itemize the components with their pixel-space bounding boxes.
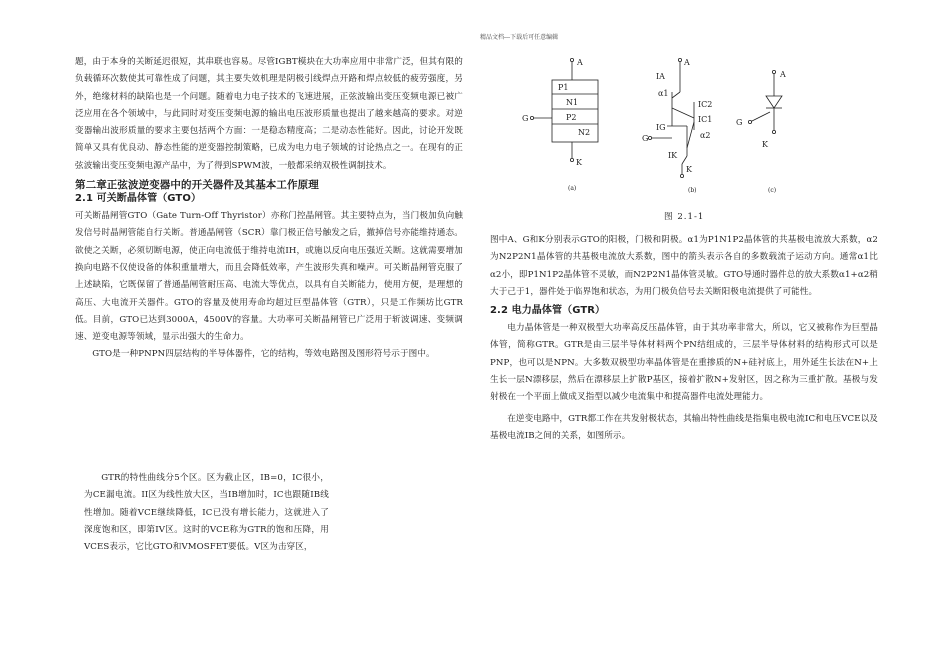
fig-a-layer-p1: P1 — [558, 83, 569, 92]
right-column — [490, 232, 878, 445]
fig-b-ic2-label: IC2 — [698, 100, 713, 109]
fig-a-layer-n1: N1 — [566, 98, 579, 107]
fig-b-ik-label: IK — [668, 151, 678, 160]
figure-description-paragraph: 图中A、G和K分别表示GTO的阳极，门极和阴极。α1为P1N1P2晶体管的共基极电流放大系数，α2为N2P2N1晶体管的共基极电流放大系数，图中的箭头表示各自的多数载流子运动方向。通常α1比α2小，即P1N1P2晶体管不灵敏，而N2P2N1晶体管灵敏。GTO导通时器件总的放大系数α1+α2稍大于己于1，器件处于临界饱和状态，为用门极负信号去关断阳极电流提供了可能性。 — [490, 235, 878, 297]
fig-a-gate-label: G — [522, 114, 529, 123]
fig-b-a2-label: α2 — [700, 131, 711, 140]
fig-c-gate-label: G — [736, 118, 743, 127]
section-title-gto: 2.1 可关断晶体管（GTO） — [75, 193, 202, 205]
fig-b-gate-label: G — [642, 134, 649, 143]
fig-a-anode-label: A — [577, 58, 583, 67]
fig-a-layer-n2: N2 — [578, 128, 591, 137]
page-header-note: 精品文档---下载后可任意编辑 — [480, 34, 559, 41]
gtr-paragraph: 电力晶体管是一种双极型大功率高反压晶体管，由于其功率非常大，所以，它又被称作为巨型晶体管，简称GTR。GTR是由三层半导体材料两个PN结组成的，三层半导体材料的结构形式可以是PNP，也可以是NPN。大多数双极型功率晶体管是在重掺质的N+硅衬底上，用外延生长法在N+上生长一层N漂移层，然后在漂移层上扩散P基区，接着扩散N+发射区，因之称为三重扩散。基极与发射极在一个平面上做成叉指型以减少电流集中和提高器件电流处理能力。 — [490, 323, 878, 403]
fig-sub-c: (c) — [768, 187, 777, 194]
section-title-gtr: 2.2 电力晶体管（GTR） — [490, 305, 606, 317]
gtr-curve-paragraph: GTR的特性曲线分5个区。区为截止区，IB=0，IC很小，为CE漏电流。II区为线性放大区，当IB增加时，IC也跟随IB线性增加。随着VCE继续降低，IC已没有增长能力，这就进入了深度饱和区，即第IV区。这时的VCE称为GTR的饱和压降，用VCES表示，它比GTO和VMOSFET要低。V区为击穿区， — [84, 473, 329, 553]
fig-sub-b: (b) — [688, 187, 697, 194]
fig-b-ic1-label: IC1 — [698, 115, 713, 124]
fig-b-ig-label: IG — [656, 123, 666, 132]
fig-b-a1-label: α1 — [658, 89, 669, 98]
fig-sub-a: (a) — [568, 185, 577, 192]
fig-b-cathode-label: K — [686, 165, 692, 174]
fig-a-cathode-label: K — [576, 158, 582, 167]
intro-paragraph: 题，由于本身的关断延迟很短，其串联也容易。尽管IGBT模块在大功率应用中非常广泛，但其有限的负载循环次数使其可靠性成了问题，其主要失效机理是阴极引线焊点开路和焊点较低的疲劳强度，另外，绝缘材料的缺陷也是一个问题。随着电力电子技术的飞速进展，正弦波输出变压变频电源已被广泛应用在各个领域中，与此同时对变压变频电源的输出电压波形质量也提出了越来越高的要求。对逆变器输出波形质量的要求主要包括两个方面：一是稳态精度高；二是动态性能好。因此，讨论开发既简单又具有优良动、静态性能的逆变器控制策略，已成为电力电子领域的讨论热点之一。在现有的正弦波输出变压变频电源产品中，为了得到SPWM波，一般都采纳双极性调制技术。 — [75, 57, 463, 171]
gto-structure-paragraph: GTO是一种PNPN四层结构的半导体器件，它的结构，等效电路图及图形符号示于图中。 — [92, 349, 435, 360]
fig-b-ia-label: IA — [656, 72, 665, 81]
fig-c-cathode-label: K — [762, 140, 768, 149]
figure-caption: 图 2.1-1 — [664, 212, 705, 222]
fig-c-anode-label: A — [780, 70, 786, 79]
gto-figure — [522, 52, 822, 202]
gtr-inverter-paragraph: 在逆变电路中，GTR都工作在共发射极状态，其输出特性曲线是指集电极电流IC和电压VCE以及基极电流IB之间的关系，如图所示。 — [490, 413, 878, 441]
left-column — [75, 54, 463, 364]
gtr-curve-block — [84, 470, 329, 556]
gto-paragraph: 可关断晶闸管GTO（Gate Turn-Off Thyristor）亦称门控晶闸管。其主要特点为，当门极加负向触发信号时晶闸管能自行关断。普通晶闸管（SCR）靠门极正信号触发之后，撤掉信号亦能维持通态。欲使之关断，必须切断电源，使正向电流低于维持电流IH，或施以反向电压强近关断。这就需要增加换向电路不仅使设备的体积重量增大，而且会降低效率，产生波形失真和噪声。可关断晶闸管克服了上述缺陷，它既保留了普通晶闸管耐压高、电流大等优点，以具有自关断能力，使用方便，是理想的高压、大电流开关器件。GTO的容量及使用寿命均超过巨型晶体管（GTR），只是工作频坊比GTR低。目前，GTO已达到3000A，4500V的容量。大功率可关断晶闸管已广泛用于斩波调速、变频调速、逆变电源等领域，显示出强大的生命力。 — [75, 211, 463, 343]
fig-b-anode-label: A — [684, 58, 690, 67]
chapter-title: 第二章正弦波逆变器中的开关器件及其基本工作原理 — [75, 179, 319, 192]
fig-a-layer-p2: P2 — [566, 113, 577, 122]
